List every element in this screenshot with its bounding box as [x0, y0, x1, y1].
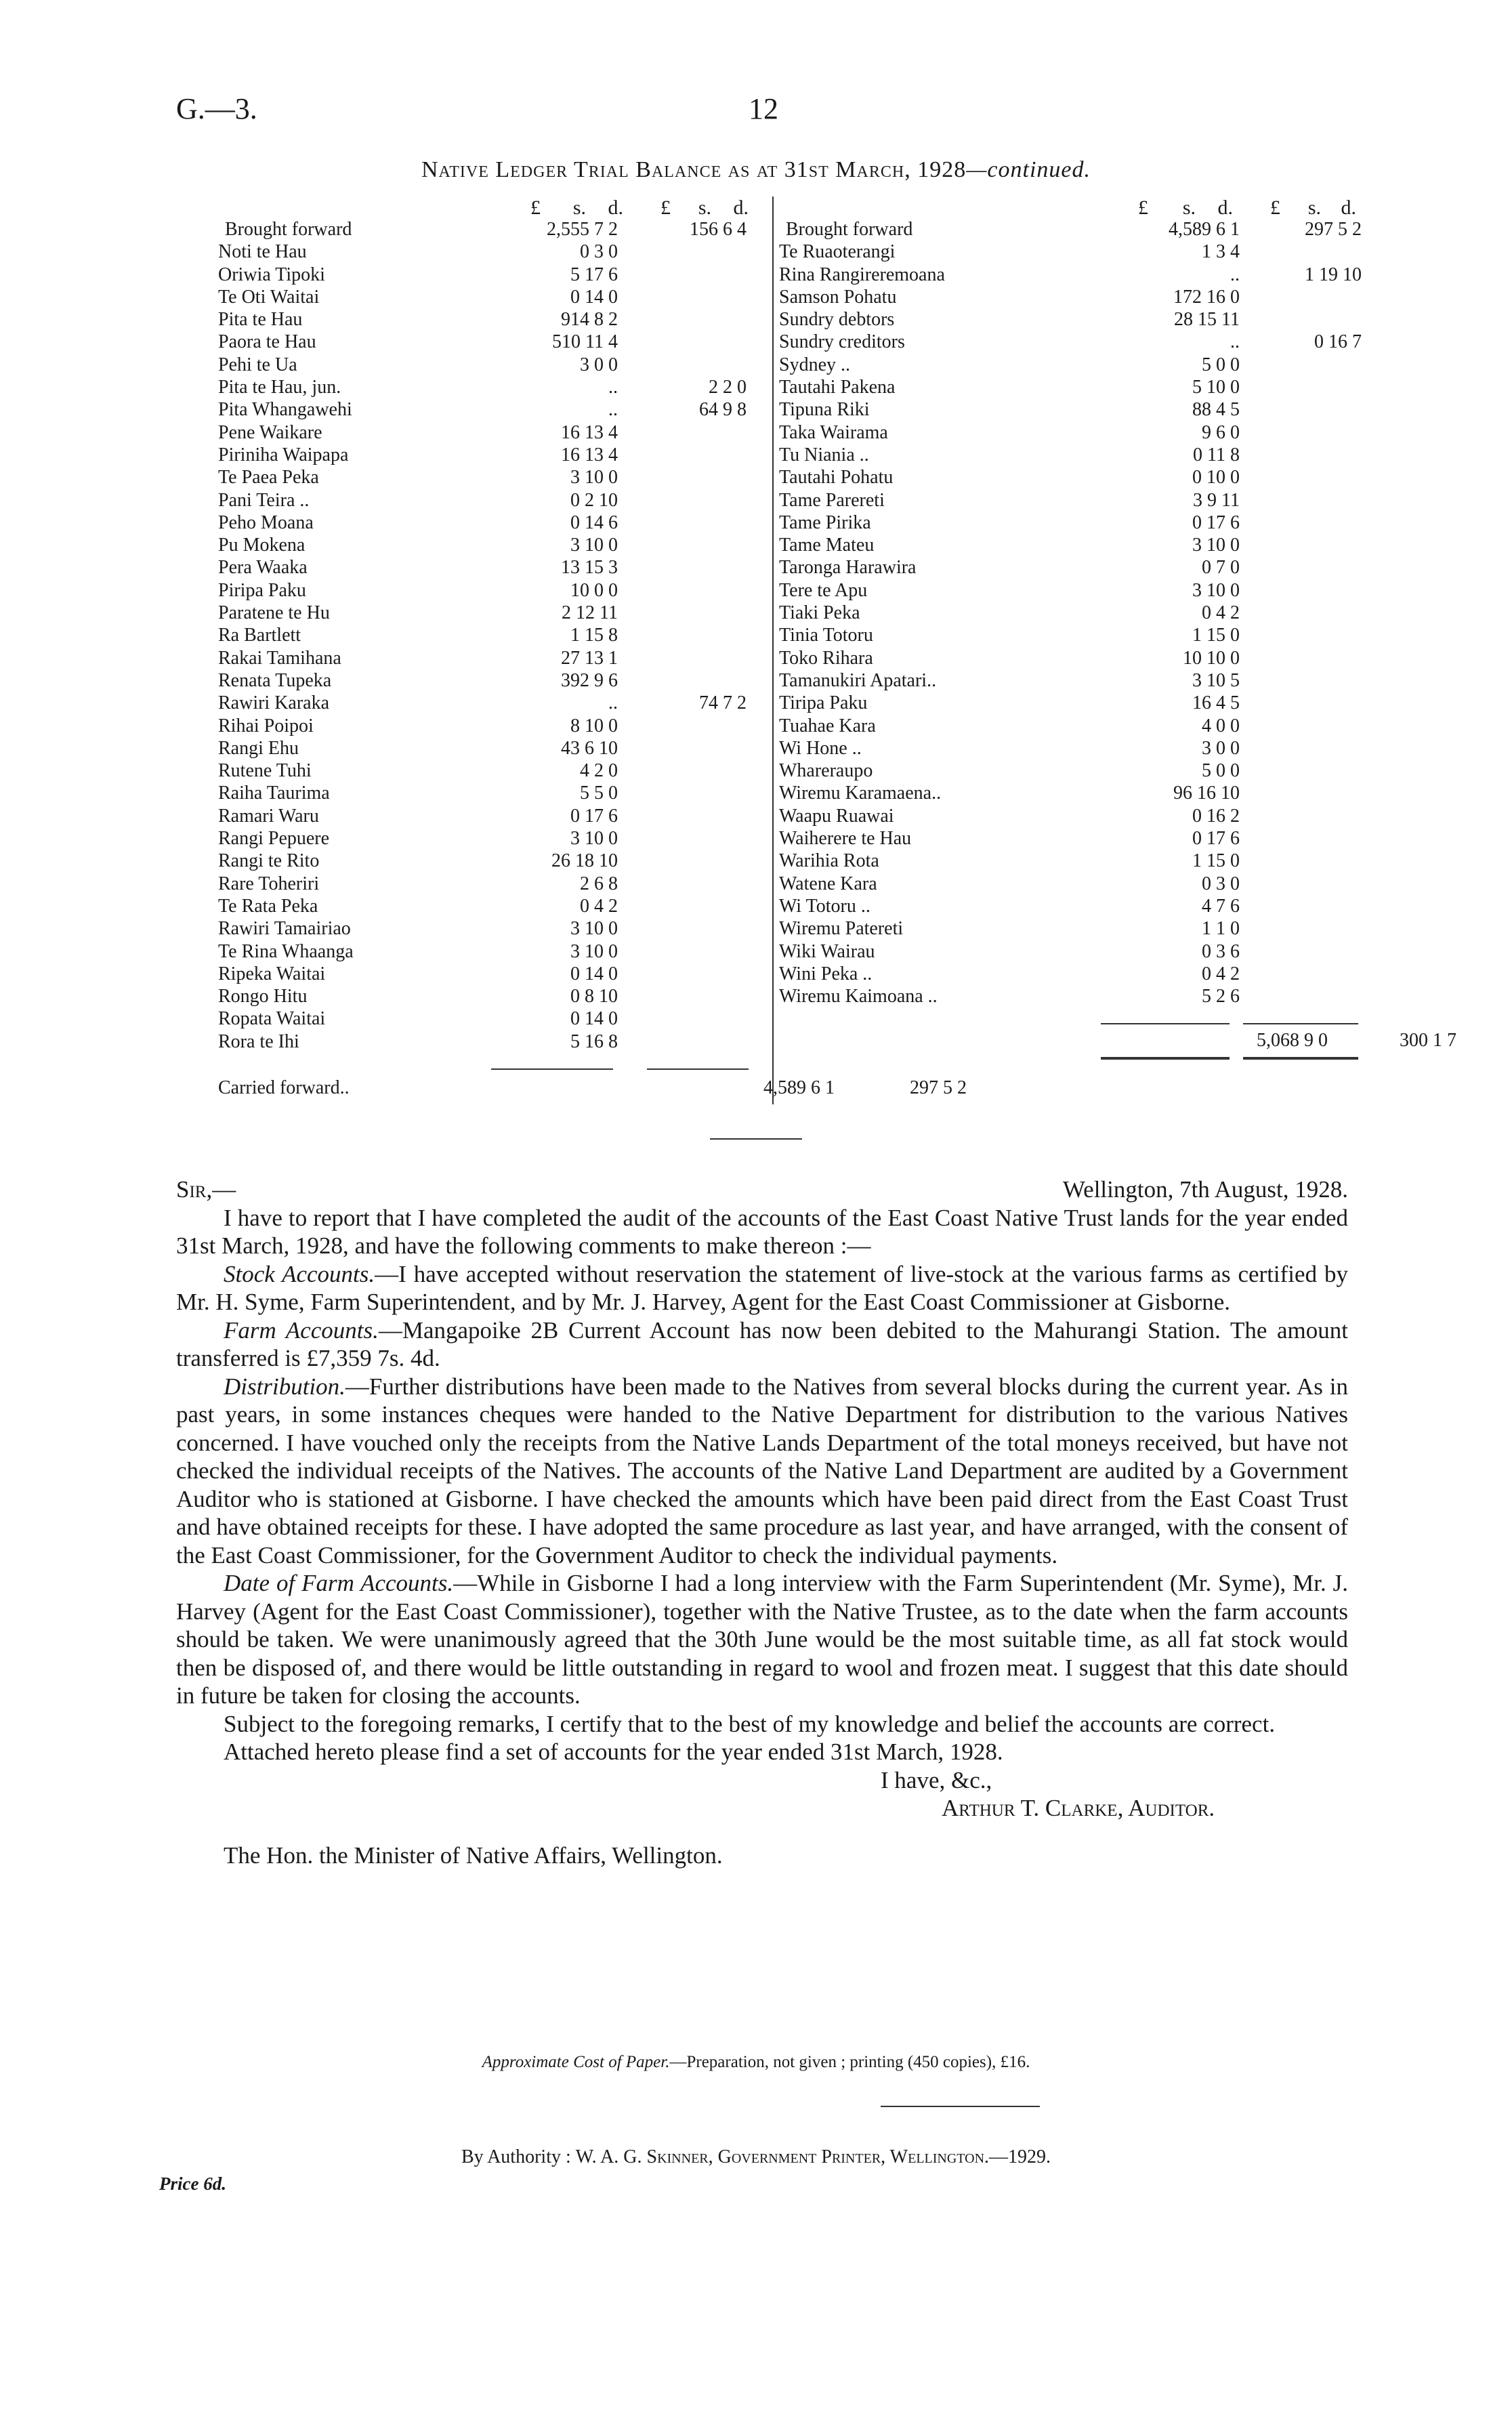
debit-amount: 0 8 10 [570, 986, 618, 1007]
account-name: Tiaki Peka [779, 602, 860, 624]
debit-amount: 0 3 0 [580, 241, 618, 263]
date-text: —While in Gisborne I had a long interview with the Farm Superintendent (Mr. Syme), Mr. J. Harvey (Agent for the East Coast Commissioner), together with the Native Trustee, as to the date when the farm accounts should be taken. We were unanimously agreed that the 30th June would be the most suitable time, as all fat stock would then be disposed of, and there would be little outstanding in regard to wool and frozen meat. I suggest that this date should in future be taken for closing the accounts. [176, 1570, 1349, 1709]
account-name: Waapu Ruawai [779, 805, 894, 827]
debit-amount: .. [608, 399, 618, 421]
debit-amount: 0 7 0 [1202, 557, 1240, 579]
ledger-row [218, 940, 753, 963]
account-name: Raiha Taurima [218, 783, 330, 804]
ledger-row [779, 241, 1362, 263]
ledger-row [779, 354, 1362, 376]
authority-label: By Authority : [461, 2146, 571, 2167]
table-title-suffix: —continued. [966, 157, 1091, 182]
account-name: Pera Waaka [218, 557, 308, 579]
ledger-row [779, 737, 1362, 760]
debit-amount: 10 10 0 [1183, 647, 1240, 669]
paragraph-certify: Subject to the foregoing remarks, I certify that to the best of my knowledge and belief the accounts are correct. [224, 1710, 1276, 1737]
account-name: Pani Teira .. [218, 489, 310, 511]
column-divider [772, 196, 774, 1104]
account-name: Rakai Tamihana [218, 647, 341, 669]
account-name: Tautahi Pakena [779, 377, 896, 398]
price: Price 6d. [159, 2174, 226, 2194]
debit-amount: 0 16 2 [1192, 805, 1240, 827]
ledger-row [218, 692, 753, 714]
debit-amount: 0 17 6 [1192, 512, 1240, 533]
debit-amount: 9 6 0 [1202, 421, 1240, 443]
ledger-row [218, 805, 753, 827]
debit-amount: 0 2 10 [570, 489, 618, 511]
account-name: Wiremu Patereti [779, 918, 904, 940]
date-heading: Date of Farm Accounts. [224, 1570, 454, 1596]
debit-amount: 26 18 10 [551, 850, 618, 872]
account-name: Warihia Rota [779, 850, 879, 872]
account-name: Rare Toheriri [218, 873, 320, 894]
account-name: Tere te Apu [779, 579, 868, 601]
debit-amount: 1 15 8 [570, 625, 618, 646]
closing: I have, &c., [881, 1766, 992, 1793]
total-rule [1101, 1023, 1230, 1024]
ledger-row [218, 421, 753, 444]
section-divider [710, 1138, 802, 1140]
ledger-row [218, 579, 753, 602]
ledger-row [779, 286, 1362, 308]
ledger-row [779, 512, 1362, 534]
debit-amount: 3 10 0 [570, 535, 618, 556]
ledger-row [218, 737, 753, 760]
document-code: G.—3. [176, 92, 257, 125]
debit-amount: 1 15 0 [1192, 850, 1240, 872]
ledger-row [218, 895, 753, 917]
debit-amount: 5 16 8 [570, 1031, 618, 1052]
debit-amount: .. [1230, 264, 1240, 285]
ledger-row [779, 602, 1362, 624]
account-name: Tame Parereti [779, 489, 885, 511]
debit-amount: 3 10 5 [1192, 669, 1240, 691]
distribution-text: —Further distributions have been made to the Natives from several blocks during the current year. As in past years, in some instances cheques were handed to the Native Department for distribution to the various Natives concerned. I have vouched only the receipts from the Native Lands Department of the total moneys received, but have not checked the individual receipts of the Natives. The accounts of the Native Land Department are audited by a Government Auditor who is stationed at Gisborne. I have checked the amounts which have been paid direct from the East Coast Trust and have obtained receipts for these. I have adopted the same procedure as last year, and have arranged, with the consent of the East Coast Commissioner, for the Government Auditor to check the individual payments. [176, 1373, 1348, 1568]
account-name: Brought forward [225, 219, 352, 240]
debit-amount: 5 2 6 [1202, 986, 1240, 1007]
credit-amount: 74 7 2 [699, 692, 747, 714]
debit-amount: 0 17 6 [570, 805, 618, 827]
ledger-row [218, 354, 753, 376]
subtotal-rule [647, 1068, 749, 1070]
debit-amount: 3 9 11 [1193, 489, 1240, 511]
ledger-row [779, 850, 1362, 872]
ledger-row [218, 963, 753, 985]
carried-forward-row [218, 1077, 967, 1100]
ledger-row [218, 444, 753, 466]
ledger-row [218, 308, 753, 331]
debit-amount: 1 3 4 [1202, 241, 1240, 263]
account-name: Waiherere te Hau [779, 828, 912, 850]
total-double-rule [1101, 1057, 1230, 1060]
ledger-row [779, 895, 1362, 917]
grand-total-row [779, 1030, 1456, 1053]
ledger-row [779, 647, 1362, 669]
page-number: 12 [749, 92, 778, 125]
ledger-row [779, 218, 1362, 241]
debit-amount: 88 4 5 [1192, 399, 1240, 421]
debit-amount: 3 10 0 [1192, 535, 1240, 556]
farm-text: —Mangapoike 2B Current Account has now been debited to the Mahurangi Station. The amount transferred is £7,359 7s. 4d. [176, 1316, 1349, 1371]
debit-amount: 3 10 0 [570, 918, 618, 940]
salutation: Sir,— [176, 1176, 236, 1203]
debit-amount: 0 4 2 [1202, 963, 1240, 984]
ledger-row [218, 264, 753, 286]
debit-amount: 0 3 0 [1202, 873, 1240, 894]
debit-amount: 1 1 0 [1202, 918, 1240, 940]
debit-amount: 16 4 5 [1192, 692, 1240, 714]
account-name: Te Rata Peka [218, 895, 318, 917]
ledger-row [218, 985, 753, 1007]
account-name: Rawiri Karaka [218, 692, 330, 714]
ledger-row [779, 421, 1362, 444]
left-column-headers [0, 196, 1512, 220]
header-pound: £ [530, 196, 541, 219]
grand-total-b: 300 1 7 [1400, 1030, 1456, 1051]
ledger-row [218, 602, 753, 624]
ledger-row [779, 444, 1362, 466]
ledger-row [779, 917, 1362, 940]
ledger-row [218, 376, 753, 398]
credit-amount: 64 9 8 [699, 399, 747, 421]
ledger-row [218, 782, 753, 804]
account-name: Piriniha Waipapa [218, 444, 349, 465]
debit-amount: 27 13 1 [561, 647, 618, 669]
debit-amount: 3 0 0 [1202, 737, 1240, 759]
account-name: Sundry creditors [779, 331, 905, 353]
debit-amount: 3 10 0 [570, 467, 618, 488]
ledger-row [218, 850, 753, 872]
account-name: Tu Niania .. [779, 444, 869, 465]
left-ledger [218, 218, 753, 1053]
ledger-row [218, 760, 753, 782]
account-name: Rangi te Rito [218, 850, 320, 872]
debit-amount: 16 13 4 [561, 444, 618, 465]
account-name: Rina Rangireremoana [779, 264, 945, 285]
distribution-heading: Distribution. [224, 1373, 345, 1400]
right-ledger [779, 218, 1362, 1007]
debit-amount: .. [1230, 331, 1240, 353]
account-name: Paora te Hau [218, 331, 316, 353]
account-name: Renata Tupeka [218, 669, 332, 691]
ledger-row [779, 308, 1362, 331]
ledger-row [779, 398, 1362, 421]
account-name: Tinia Totoru [779, 625, 873, 646]
ledger-row [218, 398, 753, 421]
debit-amount: 0 14 0 [570, 286, 618, 308]
account-name: Ra Bartlett [218, 625, 301, 646]
ledger-row [779, 692, 1362, 714]
debit-amount: 0 17 6 [1192, 828, 1240, 850]
account-name: Te Ruaoterangi [779, 241, 896, 263]
paragraph-report: I have to report that I have completed the audit of the accounts of the East Coast Native Trust lands for the year ended 31st March, 1928, and have the following comments to make thereon :— [176, 1204, 1348, 1259]
account-name: Sydney .. [779, 354, 850, 375]
ledger-row [218, 466, 753, 488]
ledger-row [779, 376, 1362, 398]
ledger-row [218, 669, 753, 692]
account-name: Wiremu Kaimoana .. [779, 986, 938, 1007]
ledger-row [218, 715, 753, 737]
ledger-row [218, 512, 753, 534]
audit-letter [176, 1176, 1348, 1869]
ledger-row [779, 985, 1362, 1007]
credit-amount: 2 2 0 [709, 377, 747, 398]
ledger-row [779, 579, 1362, 602]
account-name: Piripa Paku [218, 579, 306, 601]
debit-amount: 2,555 7 2 [547, 219, 618, 240]
account-name: Pita te Hau [218, 309, 303, 331]
paragraph-attached: Attached hereto please find a set of accounts for the year ended 31st March, 1928. [224, 1739, 1003, 1765]
header-pound: £ [660, 196, 671, 219]
account-name: Te Rina Whaanga [218, 940, 354, 962]
account-name: Paratene te Hu [218, 602, 330, 624]
account-name: Ramari Waru [218, 805, 319, 827]
debit-amount: 5 0 0 [1202, 354, 1240, 375]
ledger-row [218, 241, 753, 263]
ledger-row [218, 556, 753, 579]
ledger-row [218, 331, 753, 353]
account-name: Tame Pirika [779, 512, 871, 533]
paragraph-distribution [176, 1373, 1348, 1570]
debit-amount: 96 16 10 [1173, 783, 1240, 804]
account-name: Rora te Ihi [218, 1031, 299, 1052]
account-name: Tiripa Paku [779, 692, 868, 714]
paragraph-date [176, 1569, 1348, 1710]
account-name: Tipuna Riki [779, 399, 870, 421]
debit-amount: 10 0 0 [570, 579, 618, 601]
debit-amount: 0 4 2 [580, 895, 618, 917]
debit-amount: 0 14 0 [570, 1008, 618, 1030]
debit-amount: 5 10 0 [1192, 377, 1240, 398]
credit-amount: 156 6 4 [690, 219, 747, 240]
table-title-main: Native Ledger Trial Balance as at 31st March, 1928 [421, 157, 967, 182]
account-name: Rangi Pepuere [218, 828, 330, 850]
ledger-row [218, 489, 753, 512]
account-name: Rawiri Tamairiao [218, 918, 351, 940]
account-name: Brought forward [786, 219, 913, 240]
debit-amount: 4 7 6 [1202, 895, 1240, 917]
ledger-row [779, 534, 1362, 556]
account-name: Oriwia Tipoki [218, 264, 325, 285]
account-name: Whareraupo [779, 760, 873, 782]
signature: Arthur T. Clarke, Auditor. [942, 1795, 1215, 1821]
account-name: Te Paea Peka [218, 467, 319, 488]
subtotal-rule [491, 1068, 613, 1070]
stock-text: —I have accepted without reservation the statement of live-stock at the various farms as certified by Mr. H. Syme, Farm Superintendent, and by Mr. J. Harvey, Agent for the East Coast Commissioner at Gisborne. [176, 1260, 1348, 1315]
debit-amount: 3 10 0 [570, 828, 618, 850]
carried-forward-b: 297 5 2 [910, 1077, 967, 1098]
account-name: Tamanukiri Apatari.. [779, 669, 937, 691]
account-name: Sundry debtors [779, 309, 895, 331]
header-shillings: s. [698, 196, 711, 219]
account-name: Pehi te Ua [218, 354, 297, 375]
account-name: Rongo Hitu [218, 986, 308, 1007]
authority-text: W. A. G. Skinner, Government Printer, Wellington.—1929. [575, 2146, 1051, 2167]
total-double-rule [1243, 1057, 1358, 1060]
account-name: Tuahae Kara [779, 715, 876, 736]
account-name: Watene Kara [779, 873, 877, 894]
account-name: Rangi Ehu [218, 737, 299, 759]
ledger-row [779, 873, 1362, 895]
account-name: Ripeka Waitai [218, 963, 326, 984]
debit-amount: 43 6 10 [561, 737, 618, 759]
account-name: Tame Mateu [779, 535, 875, 556]
debit-amount: 392 9 6 [561, 669, 618, 691]
account-name: Wi Totoru .. [779, 895, 870, 917]
ledger-row [779, 624, 1362, 646]
ledger-row [779, 489, 1362, 512]
stock-heading: Stock Accounts. [224, 1260, 375, 1287]
debit-amount: 3 10 0 [1192, 579, 1240, 601]
account-name: Te Oti Waitai [218, 286, 320, 308]
account-name: Pu Mokena [218, 535, 306, 556]
debit-amount: 4 0 0 [1202, 715, 1240, 736]
header-pound: £ [1138, 196, 1148, 219]
ledger-row [218, 218, 753, 241]
authority-line [0, 2146, 1512, 2168]
debit-amount: 3 0 0 [580, 354, 618, 375]
header-pence: d. [608, 196, 623, 219]
account-name: Tautahi Pohatu [779, 467, 894, 488]
account-name: Peho Moana [218, 512, 314, 533]
debit-amount: 2 12 11 [562, 602, 618, 624]
ledger-row [218, 624, 753, 646]
account-name: Pene Waikare [218, 421, 322, 443]
debit-amount: 4,589 6 1 [1169, 219, 1240, 240]
debit-amount: 2 6 8 [580, 873, 618, 894]
debit-amount: 0 10 0 [1192, 467, 1240, 488]
ledger-row [218, 647, 753, 669]
ledger-row [218, 534, 753, 556]
account-name: Noti te Hau [218, 241, 307, 263]
farm-heading: Farm Accounts. [224, 1316, 379, 1344]
ledger-row [779, 556, 1362, 579]
account-name: Taka Wairama [779, 421, 888, 443]
carried-forward-label: Carried forward.. [218, 1077, 350, 1098]
ledger-row [779, 760, 1362, 782]
credit-amount: 1 19 10 [1305, 264, 1362, 285]
addressee: The Hon. the Minister of Native Affairs, Wellington. [224, 1842, 723, 1869]
account-name: Wiremu Karamaena.. [779, 783, 942, 804]
header-shillings: s. [572, 196, 586, 219]
debit-amount: 914 8 2 [561, 309, 618, 331]
header-pence: d. [1217, 196, 1233, 219]
debit-amount: 0 4 2 [1202, 602, 1240, 624]
total-rule [1243, 1023, 1358, 1024]
ledger-row [779, 669, 1362, 692]
debit-amount: 3 10 0 [570, 940, 618, 962]
account-name: Rutene Tuhi [218, 760, 312, 782]
place-date: Wellington, 7th August, 1928. [1062, 1176, 1348, 1203]
debit-amount: 4 2 0 [580, 760, 618, 782]
account-name: Rihai Poipoi [218, 715, 314, 736]
header-pound: £ [1270, 196, 1280, 219]
debit-amount: 28 15 11 [1174, 309, 1240, 331]
debit-amount: .. [608, 692, 618, 714]
debit-amount: 16 13 4 [561, 421, 618, 443]
paragraph-farm [176, 1316, 1348, 1373]
table-title [0, 157, 1512, 183]
account-name: Ropata Waitai [218, 1008, 326, 1030]
grand-total-a: 5,068 9 0 [1257, 1030, 1328, 1051]
ledger-row [218, 286, 753, 308]
ledger-row [779, 827, 1362, 850]
account-name: Wiki Wairau [779, 940, 875, 962]
footer-divider [881, 2106, 1040, 2107]
ledger-row [218, 1007, 753, 1030]
ledger-row [218, 873, 753, 895]
ledger-row [779, 782, 1362, 804]
debit-amount: 510 11 4 [552, 331, 618, 353]
debit-amount: .. [608, 377, 618, 398]
debit-amount: 0 11 8 [1193, 444, 1240, 465]
ledger-row [779, 264, 1362, 286]
ledger-row [779, 331, 1362, 353]
debit-amount: 1 15 0 [1192, 625, 1240, 646]
cost-label: Approximate Cost of Paper. [482, 2053, 670, 2071]
ledger-row [779, 715, 1362, 737]
cost-of-paper [0, 2053, 1512, 2072]
account-name: Wini Peka .. [779, 963, 873, 984]
credit-amount: 0 16 7 [1314, 331, 1362, 353]
ledger-row [218, 917, 753, 940]
debit-amount: 0 3 6 [1202, 940, 1240, 962]
account-name: Taronga Harawira [779, 557, 917, 579]
header-shillings: s. [1182, 196, 1196, 219]
account-name: Pita Whangawehi [218, 399, 352, 421]
ledger-row [779, 963, 1362, 985]
credit-amount: 297 5 2 [1305, 219, 1362, 240]
cost-text: —Preparation, not given ; printing (450 copies), £16. [669, 2053, 1030, 2071]
header-shillings: s. [1307, 196, 1321, 219]
carried-forward-a: 4,589 6 1 [763, 1077, 835, 1098]
debit-amount: 0 14 0 [570, 963, 618, 984]
paragraph-stock [176, 1260, 1348, 1316]
header-pence: d. [733, 196, 749, 219]
debit-amount: 13 15 3 [561, 557, 618, 579]
debit-amount: 8 10 0 [570, 715, 618, 736]
account-name: Pita te Hau, jun. [218, 377, 341, 398]
debit-amount: 0 14 6 [570, 512, 618, 533]
ledger-row [218, 1031, 753, 1053]
debit-amount: 5 5 0 [580, 783, 618, 804]
account-name: Samson Pohatu [779, 286, 897, 308]
ledger-row [779, 466, 1362, 488]
debit-amount: 172 16 0 [1173, 286, 1240, 308]
debit-amount: 5 17 6 [570, 264, 618, 285]
account-name: Wi Hone .. [779, 737, 862, 759]
ledger-row [779, 940, 1362, 963]
ledger-row [218, 827, 753, 850]
account-name: Toko Rihara [779, 647, 873, 669]
debit-amount: 5 0 0 [1202, 760, 1240, 782]
header-pence: d. [1341, 196, 1356, 219]
ledger-row [779, 805, 1362, 827]
